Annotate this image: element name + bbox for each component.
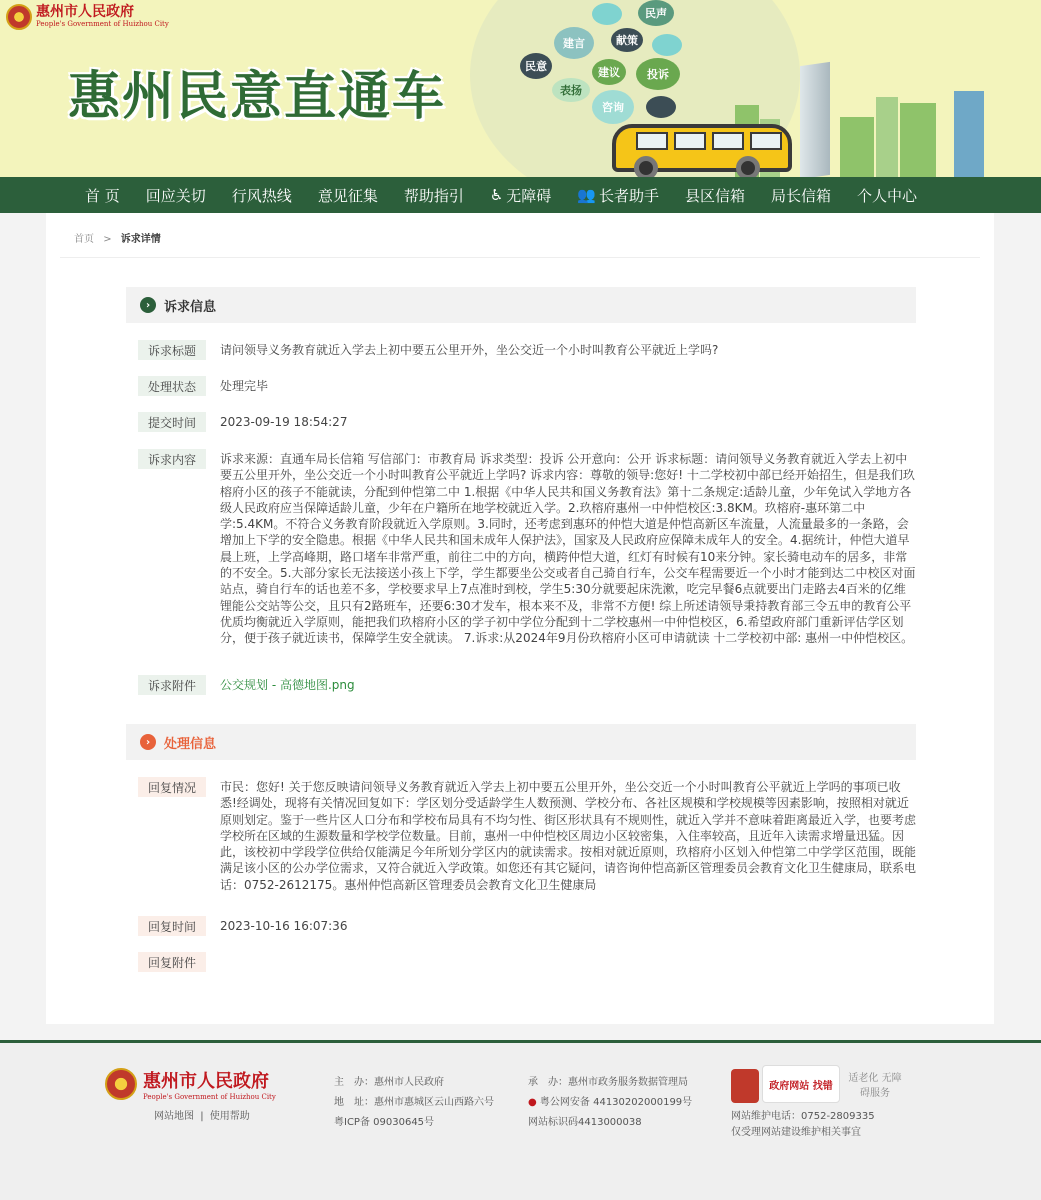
divider xyxy=(60,257,980,258)
field-value: 处理完毕 xyxy=(220,379,269,393)
police-badge-icon: ● xyxy=(528,1097,537,1108)
nav-responses[interactable]: 回应关切 xyxy=(145,186,206,205)
site-title: 惠州民意直通车 xyxy=(68,66,447,127)
nav-help[interactable]: 帮助指引 xyxy=(403,186,464,205)
undertaker-text: 承 办：惠州市政务服务数据管理局 xyxy=(528,1077,688,1088)
building-icon xyxy=(876,97,898,177)
speech-bubble-icon xyxy=(592,3,622,25)
maintenance-notice: 仅受理网站建设维护相关事宜 xyxy=(731,1127,861,1138)
speech-bubble-icon: 民意 xyxy=(520,53,552,79)
speech-bubble-icon xyxy=(646,96,676,118)
field-label: 回复时间 xyxy=(138,916,206,936)
nav-elder-assistant[interactable]: 👥 长者助手 xyxy=(577,186,660,205)
bus-wheel xyxy=(736,156,760,177)
speech-bubble-icon: 表扬 xyxy=(552,78,590,102)
field-label: 诉求附件 xyxy=(138,675,206,695)
field-label: 回复附件 xyxy=(138,952,206,972)
speech-bubble-icon: 民声 xyxy=(638,0,674,26)
find-error-badge[interactable]: 政府网站 找错 xyxy=(762,1065,840,1103)
icp-link[interactable]: 粤ICP备 09030645号 xyxy=(334,1117,435,1128)
bus-wheel xyxy=(634,156,658,177)
petition-section-header xyxy=(126,287,916,323)
wheelchair-icon: ♿ xyxy=(489,186,504,204)
national-emblem-icon xyxy=(105,1068,137,1100)
field-status xyxy=(138,376,918,396)
footer-links: 网站地图 | 使用帮助 xyxy=(154,1111,250,1122)
field-value: 2023-10-16 16:07:36 xyxy=(220,919,348,933)
nav-home[interactable]: 首 页 xyxy=(85,186,120,205)
building-icon xyxy=(840,117,874,177)
breadcrumb-sep: > xyxy=(103,234,112,245)
address-text: 地 址：惠州市惠城区云山西路六号 xyxy=(334,1097,494,1108)
elder-friendly-badge[interactable]: 适老化 无障碍服务 xyxy=(848,1073,902,1099)
speech-bubble-icon: 献策 xyxy=(611,28,643,52)
field-label: 诉求标题 xyxy=(138,340,206,360)
bus-window xyxy=(636,132,668,150)
field-label: 回复情况 xyxy=(138,777,206,797)
bus-window xyxy=(674,132,706,150)
breadcrumb xyxy=(74,230,161,245)
police-record-link[interactable]: ● 粤公网安备 44130202000199号 xyxy=(528,1097,693,1108)
sponsor-text: 主 办：惠州市人民政府 xyxy=(334,1077,444,1088)
breadcrumb-home[interactable]: 首页 xyxy=(74,234,94,245)
field-value: 2023-09-19 18:54:27 xyxy=(220,415,348,429)
field-value: 请问领导义务教育就近入学去上初中要五公里开外，坐公交近一个小时叫教育公平就近上学吗? xyxy=(220,343,719,357)
bus-window xyxy=(750,132,782,150)
field-reply-time xyxy=(138,916,918,936)
church-icon xyxy=(954,91,984,177)
attachment-link[interactable]: 公交规划 - 高德地图.png xyxy=(220,678,355,692)
header-banner xyxy=(0,0,1041,177)
bus-icon xyxy=(612,124,792,172)
speech-bubble-icon: 咨询 xyxy=(592,90,634,124)
field-label: 提交时间 xyxy=(138,412,206,432)
gov-name-en: People's Government of Huizhou City xyxy=(36,20,169,28)
footer-logo: 惠州市人民政府 People's Government of Huizhou City xyxy=(105,1067,276,1101)
national-emblem-icon xyxy=(6,4,32,30)
nav-personal-center[interactable]: 个人中心 xyxy=(857,186,918,205)
sitemap-link[interactable]: 网站地图 xyxy=(154,1111,194,1122)
breadcrumb-current: 诉求详情 xyxy=(120,234,161,245)
field-label: 处理状态 xyxy=(138,376,206,396)
speech-bubble-icon: 投诉 xyxy=(636,58,680,90)
bus-window xyxy=(712,132,744,150)
nav-opinions[interactable]: 意见征集 xyxy=(317,186,378,205)
nav-county-mailbox[interactable]: 县区信箱 xyxy=(685,186,746,205)
nav-director-mailbox[interactable]: 局长信箱 xyxy=(771,186,832,205)
gov-logo[interactable] xyxy=(6,4,169,30)
chevron-right-icon: › xyxy=(140,297,156,313)
section-title: 处理信息 xyxy=(164,736,217,752)
nav-hotline[interactable]: 行风热线 xyxy=(231,186,292,205)
field-attachment xyxy=(138,675,918,695)
nav-accessibility[interactable]: ♿ 无障碍 xyxy=(489,186,552,205)
gov-name: 惠州市人民政府 xyxy=(36,4,134,20)
section-title: 诉求信息 xyxy=(164,299,217,315)
detail-panel xyxy=(46,213,994,1024)
field-submit-time xyxy=(138,412,918,432)
elder-icon: 👥 xyxy=(577,186,596,204)
building-icon xyxy=(900,103,936,177)
field-value: 市民：您好! 关于您反映请问领导义务教育就近入学去上初中要五公里开外，坐公交近一个小时叫教育公平就近上学吗的事项已收悉!经调处，现将有关情况回复如下：学区划分受适龄学生人数预测、学校分布、各社区规模和学校规模等因素影响，按照相对就近原则划定。鉴于一些片区人口分布和学校布局具有不均匀性、街区形状具有不规则性，就近入学并不意味着距离最近入学，也要考虑学校所在区域的生源数量和学校学位数量。目前，惠州一中仲恺校区周边小区较密集，入住率较高，且近年入读需求增量迅猛。因此，该校初中学段学位供给仅能满足今年所划分学区内的就读需求。按相对就近原则，玖榕府小区划入仲恺第二中学学区范围，既能满足该小区的公办学位需求，又符合就近入学政策。如您还有其它疑问，请咨询仲恺高新区管理委员会教育文化卫生健康局，联系电话：0752-2612175。惠州仲恺高新区管理委员会教育文化卫生健康局 xyxy=(220,780,917,892)
field-label: 诉求内容 xyxy=(138,449,206,469)
party-gov-badge-icon[interactable] xyxy=(731,1069,759,1103)
footer xyxy=(0,1040,1041,1200)
site-id-text: 网站标识码4413000038 xyxy=(528,1117,642,1128)
chevron-right-icon: › xyxy=(140,734,156,750)
field-content xyxy=(138,449,918,647)
maintenance-phone: 网站维护电话：0752-2809335 xyxy=(731,1111,875,1122)
speech-bubble-icon: 建言 xyxy=(554,27,594,59)
tower-icon xyxy=(800,62,830,177)
field-reply xyxy=(138,777,918,893)
speech-bubble-icon xyxy=(652,34,682,56)
field-value: 诉求来源：直通车局长信箱 写信部门：市教育局 诉求类型：投诉 公开意向：公开 诉求标题：请问领导义务教育就近入学去上初中要五公里开外，坐公交近一个小时叫教育公平就近上学吗? 诉求内容：尊敬的领导:您好! 十二学校初中部已经开始招生，但是我们玖榕府小区的孩子不能就读，分配到仲恺第二中 1.根据《中华人民共和国义务教育法》第十二条规定:适龄儿童，少年免试入学地方各级人民政府应当保障适龄儿童，少年在户籍所在地学校就近入学。2.玖榕府惠州一中仲恺校区:3.8KM。玖榕府-惠环第二中学:5.4KM。不符合义务教育阶段就近入学原则。3.同时，还考虑到惠环的仲恺大道是仲恺高新区车流量，人流量最多的一条路，会增加上下学的安全隐患。根据《中华人民共和国未成年人保护法》，国家及人民政府应保障未成年人的安全。4.据统计，仲恺大道早晨上班，上学高峰期，路口堵车非常严重，前往二中的方向，横跨仲恺大道，红灯有时候有10来分钟。家长骑电动车的居多，非常的不安全。5.大部分家长无法接送小孩上下学，学生都要坐公交或者自己骑自行车，公交车程需要近一个小时才能到达二中校区对面站点，骑自行车的话也差不多，学校要求早上7点准时到校，学生5:30分就要起床洗漱，吃完早餐6点就要出门走路去4百米的亿维锂能公交站等公交，且只有2路班车，还要6:30才发车，根本来不及，非常不方便! 综上所述请领导秉持教育部三令五申的教育公平优质均衡就近入学原则，能把我们玖榕府小区的学子初中学位分配到十二学校惠州一中仲恺校区，6.希望政府部门重新评估学区划分，便于孩子就近读书，保障学生安全就读。 7.诉求:从2024年9月份玖榕府小区可申请就读 十二学校初中部: 惠州一中仲恺校区。 xyxy=(220,452,916,646)
field-reply-attachment xyxy=(138,952,918,972)
field-title xyxy=(138,340,918,360)
handling-section-header xyxy=(126,724,916,760)
main-nav xyxy=(0,177,1041,213)
help-link[interactable]: 使用帮助 xyxy=(209,1111,250,1122)
speech-bubble-icon: 建议 xyxy=(592,59,626,85)
